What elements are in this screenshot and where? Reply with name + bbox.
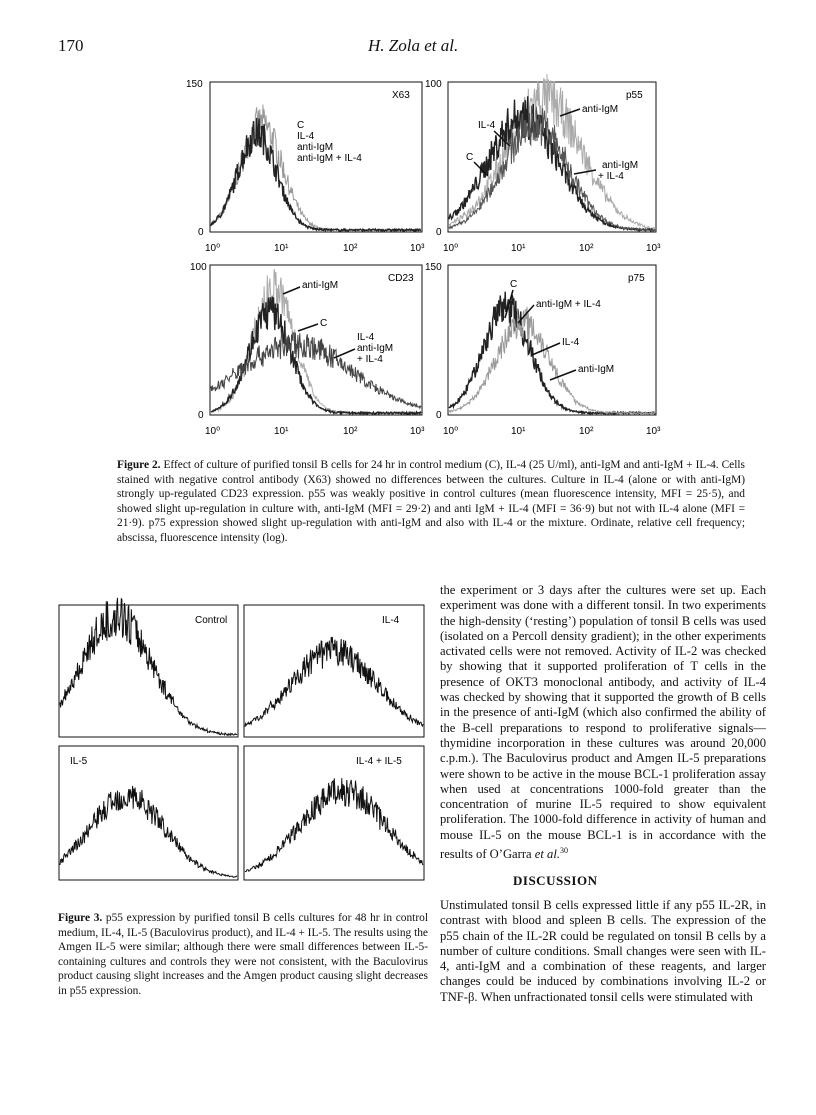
x-tick: 10² — [343, 243, 358, 254]
annot-p75-c: C — [510, 279, 518, 290]
x-tick: 10¹ — [274, 243, 289, 254]
histogram-traces — [60, 598, 423, 878]
panel-il4-label: IL-4 — [382, 615, 400, 626]
figure-2-histograms — [0, 0, 816, 450]
x-tick: 10¹ — [274, 426, 289, 437]
y-zero-p55: 0 — [436, 227, 442, 238]
y-zero-p75: 0 — [436, 410, 442, 421]
x-ticks-bottom-left — [205, 426, 425, 437]
annot-p55-il4: IL-4 — [478, 120, 496, 131]
annot-x63-antiigm-il4: anti-IgM + IL-4 — [297, 153, 362, 164]
discussion-heading: DISCUSSION — [513, 873, 598, 888]
y-zero-x63: 0 — [198, 227, 204, 238]
figure-3-caption-label: Figure 3. — [58, 912, 103, 924]
annot-p55-antiigm: anti-IgM — [582, 104, 619, 115]
panel-il5-label: IL-5 — [70, 756, 88, 767]
panel-control-label: Control — [195, 615, 228, 626]
x-tick: 10⁰ — [205, 426, 221, 437]
x-tick: 10⁰ — [443, 426, 459, 437]
annot-x63-il4: IL-4 — [297, 131, 315, 142]
trace-p75-1 — [449, 292, 655, 414]
figure-3-caption — [58, 911, 428, 999]
y-max-p55: 100 — [425, 79, 442, 90]
annot-cd23-antiigm2: anti-IgM — [357, 343, 394, 354]
body-etal: et al. — [534, 847, 560, 862]
x-ticks-bottom-right — [443, 426, 661, 437]
reference-number: 30 — [559, 846, 568, 856]
annot-cd23-antiigm: anti-IgM — [302, 280, 339, 291]
body-paragraph-2-text: Unstimulated tonsil B cells expressed little if any p55 IL-2R, in contrast with blood and spleen B cells. The expression of the p55 chain of the IL-2R could be regulated on tonsil B cells by a number of culture conditions. Small changes were seen with IL-4, anti-IgM and a combination of these reagents, and larger changes could be induced by combinations involving IL-2 or TNF-β. When unfractionated tonsil cells were stimulated with — [440, 898, 766, 1004]
y-zero-cd23: 0 — [198, 410, 204, 421]
annot-p55-c: C — [466, 152, 474, 163]
page-number: 170 — [58, 36, 84, 55]
x-ticks-top-right — [443, 243, 661, 254]
trace-x63-2 — [211, 118, 421, 231]
figure-2-caption-label: Figure 2. — [117, 459, 161, 471]
annot-p55-antiigm2: anti-IgM — [602, 160, 639, 171]
y-max-x63: 150 — [186, 79, 203, 90]
x-tick: 10⁰ — [443, 243, 459, 254]
trace-cd23-1 — [211, 269, 421, 414]
figure-3-histograms — [0, 595, 440, 895]
panel-cd23-label: CD23 — [388, 273, 414, 284]
trace-il5 — [60, 786, 237, 877]
annot-p75-antiigm: anti-IgM — [578, 364, 615, 375]
body-paragraph-2 — [440, 898, 766, 1005]
annot-cd23-il4: IL-4 — [357, 332, 375, 343]
trace-il4-il5 — [245, 778, 423, 872]
figure-3-caption-text: p55 expression by purified tonsil B cells cultures for 48 hr in control medium, IL-4, IL-5 (Baculovirus product), and IL-4 + IL-5. The results using the Amgen IL-5 were similar; although there were small differences between IL-5-containing cultures and controls they were not consistent, with the Baculovirus product causing slight increases and the Amgen product causing slight decreases in p55 expression. — [58, 912, 428, 997]
x-tick: 10³ — [410, 426, 425, 437]
x-tick: 10¹ — [511, 426, 526, 437]
x-tick: 10⁰ — [205, 243, 221, 254]
x-tick: 10² — [579, 426, 594, 437]
annot-x63-antiigm: anti-IgM — [297, 142, 334, 153]
panel-x63-label: X63 — [392, 90, 410, 101]
annot-p75-antiigm-il4: anti-IgM + IL-4 — [536, 299, 601, 310]
annot-x63-c: C — [297, 120, 305, 131]
x-tick: 10¹ — [511, 243, 526, 254]
figure-2-caption — [117, 458, 745, 546]
x-tick: 10² — [343, 426, 358, 437]
x-tick: 10³ — [646, 243, 661, 254]
body-paragraph-1-text: the experiment or 3 days after the cultures were set up. Each experiment was done with a different tonsil. In two experiments the high-density (‘resting’) population of tonsil B cells was used (isolated on a Percoll density gradient); in the other experiments activated cells were not removed. Activity of IL-2 was checked by showing that it supported proliferation of T cells in the presence of OKT3 monoclonal antibody, and activity of IL-4 was checked by showing that it supported the growth of B cells in the presence of anti-IgM (which also confirmed the ability of the B-cell preparations to respond to proliferative signals—thymidine incorporation in these cultures was around 20,000 c.p.m.). The Baculovirus product and Amgen IL-5 preparations were shown to be active in the mouse BCL-1 proliferation assay when used at concentrations 1000-fold greater than the concentration of murine IL-5 required to show equivalent proliferation. The 1000-fold difference in activity of human and mouse IL-5 on the mouse BCL-1 is in accordance with the results of O’Garra — [440, 583, 766, 862]
annot-p75-il4: IL-4 — [562, 337, 580, 348]
x-tick: 10² — [579, 243, 594, 254]
y-max-p75: 150 — [425, 262, 442, 273]
panel-il4-il5-label: IL-4 + IL-5 — [356, 756, 402, 767]
body-paragraph-1 — [440, 583, 766, 863]
panel-p55-label: p55 — [626, 90, 643, 101]
x-tick: 10³ — [410, 243, 425, 254]
annot-p55-plus-il4: + IL-4 — [598, 171, 624, 182]
y-max-cd23: 100 — [190, 262, 207, 273]
running-header-authors: H. Zola et al. — [368, 36, 459, 55]
annot-cd23-c: C — [320, 318, 328, 329]
panel-p75-label: p75 — [628, 273, 645, 284]
trace-il4 — [245, 637, 423, 727]
figure-2-caption-text: Effect of culture of purified tonsil B cells for 24 hr in control medium (C), IL-4 (25 U/ml), anti-IgM and anti-IgM + IL-4. Cells stained with negative control antibody (X63) showed no differences between the cultures. Culture in IL-4 (alone or with anti-IgM) strongly up-regulated CD23 expression. p55 was weakly positive in control cultures (mean fluorescence intensity, MFI = 25·5), and showed slight up-regulation in culture with, anti-IgM (MFI = 29·2) and anti IgM + IL-4 (MFI = 36·9) but not with IL-4 alone (MFI = 21·9). p75 expression showed slight up-regulation with anti-IgM and also with IL-4 or the mixture. Ordinate, relative cell frequency; abscissa, fluorescence intensity (log). — [117, 459, 745, 544]
x-ticks-top-left — [205, 243, 425, 254]
annot-cd23-plus-il4: + IL-4 — [357, 354, 383, 365]
x-tick: 10³ — [646, 426, 661, 437]
